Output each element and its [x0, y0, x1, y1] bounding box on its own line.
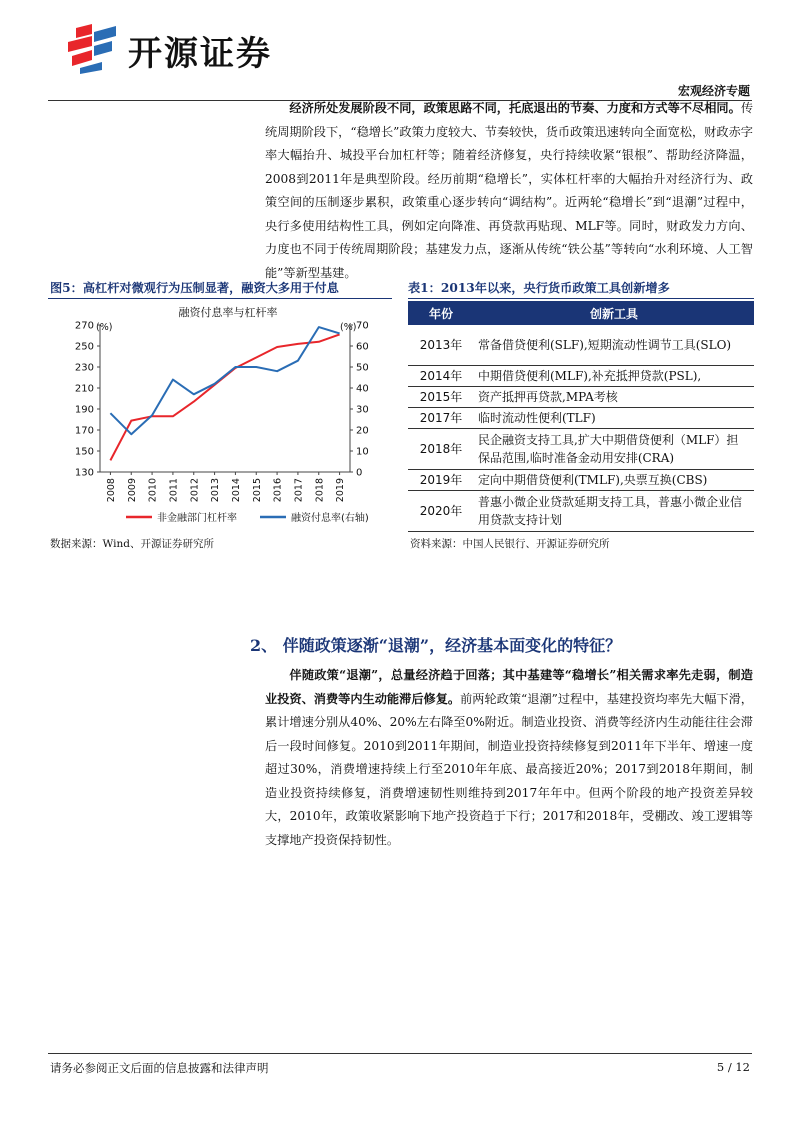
table-cell-year: 2014年	[408, 366, 474, 387]
table-caption-rule	[408, 298, 754, 299]
figure-source: 数据来源：Wind、开源证券研究所	[50, 538, 214, 550]
logo-bar-blue-2	[94, 41, 112, 56]
right-tick-label: 30	[356, 404, 369, 416]
table-cell-year: 2018年	[408, 429, 474, 470]
logo-bar-red-1	[76, 24, 92, 38]
table-row	[408, 429, 754, 470]
leverage-interest-chart	[48, 300, 394, 532]
logo-bar-red-2	[68, 36, 92, 52]
paragraph-1-lead: 经济所处发展阶段不同，政策思路不同，托底退出的节奏、力度和方式等不尽相同。	[289, 101, 741, 115]
x-tick-label: 2013	[210, 478, 222, 503]
left-tick-label: 230	[74, 362, 94, 374]
table-cell-year: 2019年	[408, 470, 474, 491]
left-tick-label: 150	[74, 446, 94, 458]
document-type-label: 宏观经济专题	[677, 84, 750, 98]
chart-series	[110, 327, 339, 460]
right-tick-label: 50	[356, 362, 369, 374]
table-row	[408, 325, 754, 366]
x-tick-label: 2011	[168, 478, 180, 503]
table-header-tool: 创新工具	[474, 301, 754, 325]
body-paragraph-2	[265, 664, 753, 852]
x-tick-label: 2018	[314, 478, 326, 503]
chart-title: 融资付息率与杠杆率	[178, 306, 278, 319]
table-cell-year: 2020年	[408, 491, 474, 532]
x-tick-label: 2014	[230, 478, 242, 503]
figure-caption: 图5：高杠杆对微观行为压制显著，融资大多用于付息	[50, 281, 339, 295]
x-tick-label: 2015	[251, 478, 263, 503]
chart-axes	[75, 321, 369, 503]
left-tick-label: 170	[74, 425, 94, 437]
right-tick-label: 20	[356, 425, 369, 437]
table-header-row	[408, 301, 754, 325]
table-cell-tool: 中期借贷便利(MLF),补充抵押贷款(PSL),	[474, 366, 754, 387]
right-tick-label: 10	[356, 446, 369, 458]
left-tick-label: 190	[74, 404, 94, 416]
series-line-1	[110, 334, 339, 460]
paragraph-2-lead: 伴随政策“退潮”，总量经济趋于回落；其中基建等“稳增长”相关需求率先走弱，制造业投资、消费等内生动能滞后修复。	[265, 668, 753, 706]
left-tick-label: 270	[74, 320, 94, 332]
left-tick-label: 250	[74, 341, 94, 353]
legend-label-2: 融资付息率(右轴)	[291, 513, 369, 524]
right-tick-label: 70	[356, 320, 369, 332]
logo-bar-blue-3	[80, 62, 102, 74]
table-row	[408, 387, 754, 408]
table-row	[408, 408, 754, 429]
footer-disclaimer: 请务必参阅正文后面的信息披露和法律声明	[50, 1061, 269, 1075]
x-tick-label: 2010	[147, 478, 159, 503]
table-cell-year: 2015年	[408, 387, 474, 408]
table-cell-tool: 民企融资支持工具,扩大中期借贷便利（MLF）担保品范围,临时准备金动用安排(CRA)	[474, 429, 754, 470]
legend-label-1: 非金融部门杠杆率	[157, 513, 237, 524]
table-cell-tool: 普惠小微企业贷款延期支持工具，普惠小微企业信用贷款支持计划	[474, 491, 754, 532]
section-2-title: 2、 伴随政策逐渐“退潮”，经济基本面变化的特征？	[250, 636, 622, 655]
table-row	[408, 491, 754, 532]
logo-bar-blue-1	[94, 26, 116, 42]
paragraph-1-text: 传统周期阶段下，“稳增长”政策力度较大、节奏较快，货币政策迅速转向全面宽松，财政赤字率大幅抬升、城投平台加杠杆等；随着经济修复，央行持续收紧“银根”、帮助经济降温，2008到2011年是典型阶段。经历前期“稳增长”，实体杠杆率的大幅抬升对经济行为、政策空间的压制逐步累积，政策重心逐步转向“调结构”。近两轮“稳增长”到“退潮”过程中，央行多使用结构性工具，例如定向降准、再贷款再贴现、MLF等。同时，财政发力方向、力度也不同于传统周期阶段；基建发力点，逐渐从传统“铁公基”等转向“水利环境、人工智能”等新型基建。	[265, 101, 753, 280]
x-tick-label: 2009	[126, 478, 138, 503]
paragraph-2-text: 前两轮政策“退潮”过程中，基建投资均率先大幅下滑，累计增速分别从40%、20%左右降至0%附近。制造业投资、消费等经济内生动能往往会滞后一段时间修复。2010到2011年期间，制造业投资持续修复到2011年下半年、增速一度超过30%，消费增速持续上行至2010年年底、最高接近20%；2017到2018年期间，制造业投资持续修复，消费增速韧性则维持到2017年年中。但两个阶段的地产投资差异较大，2010年，政策收紧影响下地产投资趋于下行；2017和2018年，受棚改、竣工逻辑等支撑地产投资保持韧性。	[265, 691, 753, 847]
table-cell-tool: 资产抵押再贷款,MPA考核	[474, 387, 754, 408]
table-cell-tool: 定向中期借贷便利(TMLF),央票互换(CBS)	[474, 470, 754, 491]
table-source: 资料来源：中国人民银行、开源证券研究所	[410, 538, 610, 550]
table-cell-year: 2017年	[408, 408, 474, 429]
policy-tools-table	[408, 301, 754, 532]
page-number: 5 / 12	[716, 1060, 750, 1074]
table-row	[408, 470, 754, 491]
chart-legend	[126, 511, 369, 524]
table-cell-tool: 常备借贷便利(SLF),短期流动性调节工具(SLO)	[474, 325, 754, 366]
x-tick-label: 2012	[189, 478, 201, 503]
table-cell-tool: 临时流动性便利(TLF)	[474, 408, 754, 429]
left-axis-unit: (%)	[96, 322, 113, 333]
table-row	[408, 366, 754, 387]
table-cell-year: 2013年	[408, 325, 474, 366]
right-tick-label: 40	[356, 383, 369, 395]
logo-text: 开源证券	[128, 34, 272, 74]
right-tick-label: 0	[356, 467, 363, 479]
right-axis-unit: (%)	[340, 322, 357, 333]
right-tick-label: 60	[356, 341, 369, 353]
table-caption: 表1：2013年以来，央行货币政策工具创新增多	[408, 281, 670, 295]
x-tick-label: 2016	[272, 478, 284, 503]
logo-bar-red-3	[72, 50, 92, 66]
x-tick-label: 2008	[105, 478, 117, 503]
left-tick-label: 210	[74, 383, 94, 395]
body-paragraph-1	[265, 97, 753, 285]
figure-caption-rule	[48, 298, 392, 299]
table-header-year: 年份	[408, 301, 474, 325]
footer-divider	[48, 1053, 752, 1054]
x-tick-label: 2017	[293, 478, 305, 503]
logo-mark-icon	[62, 22, 124, 74]
left-tick-label: 130	[74, 467, 94, 479]
x-tick-label: 2019	[335, 478, 347, 503]
